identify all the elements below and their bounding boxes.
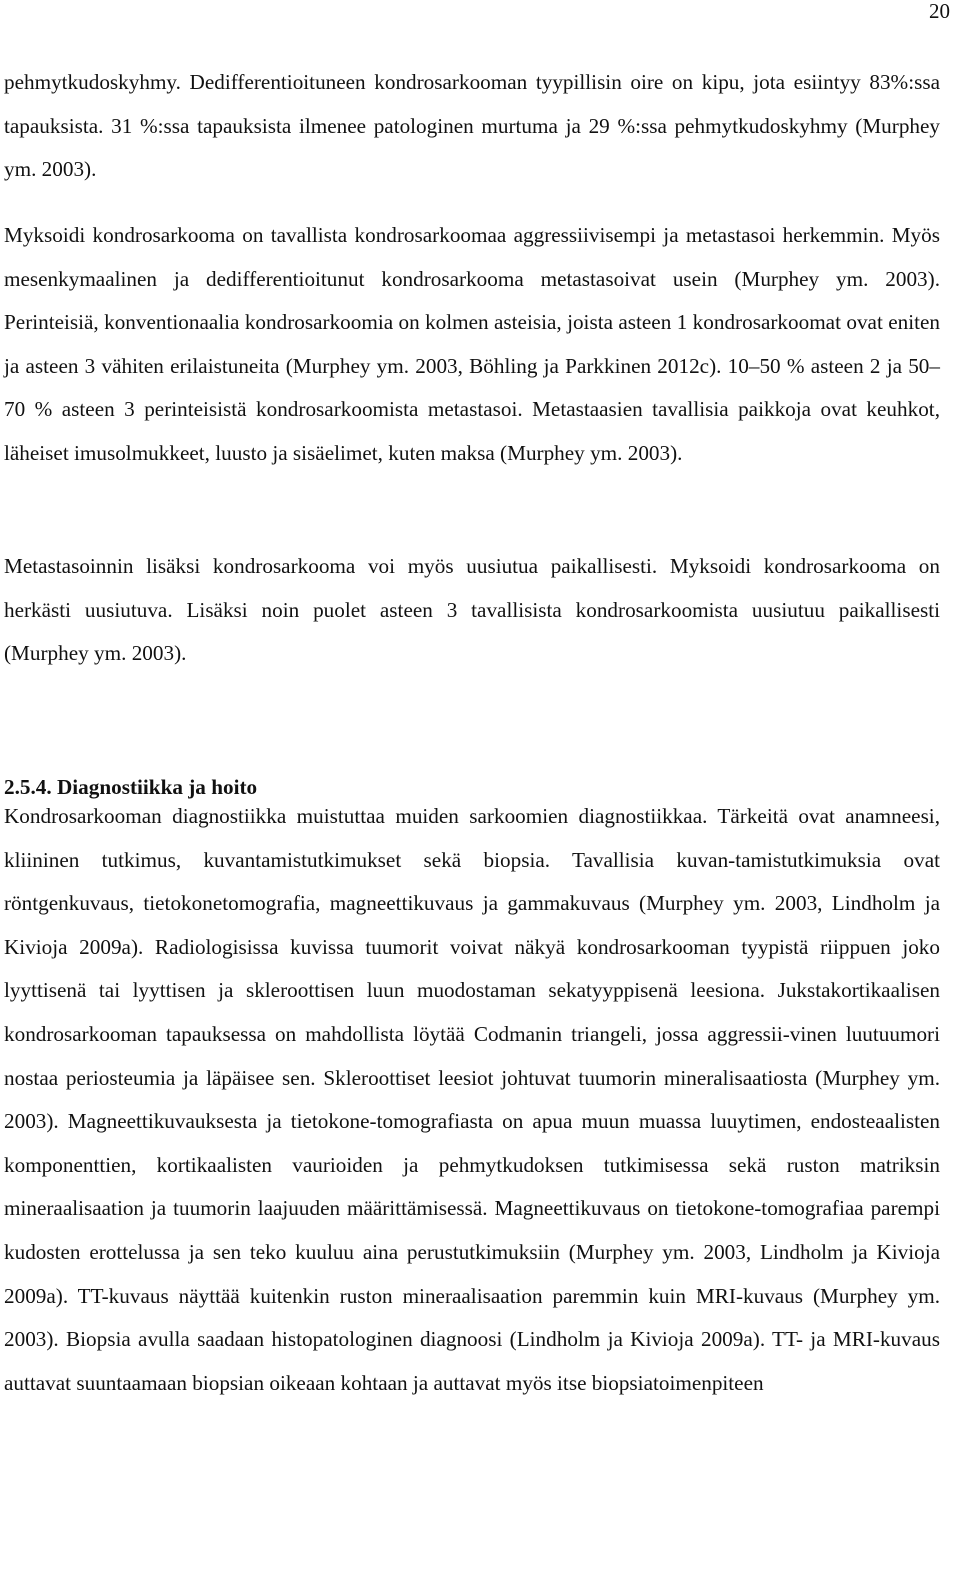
section-number: 2.5.4. <box>4 775 52 799</box>
paragraph-text: Myksoidi kondrosarkooma on tavallista kondrosarkoomaa aggressiivisempi ja metastasoi herkemmin. Myös mesenkymaalinen ja dedifferentioitunut kondrosarkooma metastasoivat usein (Murphey ym. 2003). Perinteisiä, konventionaalia kondrosarkoomia on kolmen asteisia, joista asteen 1 kondrosarkoomat ovat eniten ja asteen 3 vähiten erilaistuneita (Murphey ym. 2003, Böhling ja Parkkinen 2012c). 10–50 % asteen 2 ja 50–70 % asteen 3 perinteisistä kondrosarkoomista metastasoi. Metastaasien tavallisia paikkoja ovat keuhkot, läheiset imusolmukkeet, luusto ja sisäelimet, kuten maksa (Murphey ym. 2003). <box>4 223 940 465</box>
paragraph-recurrence <box>4 545 940 676</box>
paragraph-text: pehmytkudoskyhmy. Dedifferentioituneen kondrosarkooman tyypillisin oire on kipu, jota esiintyy 83%:ssa tapauksista. 31 %:ssa tapauksista ilmenee patologinen murtuma ja 29 %:ssa pehmytkudoskyhmy (Murphey ym. 2003). <box>4 70 940 182</box>
paragraph-symptoms <box>4 61 940 192</box>
paragraph-diagnostics <box>4 795 940 1405</box>
section-title: Diagnostiikka ja hoito <box>56 775 258 799</box>
page-number: 20 <box>929 0 950 23</box>
paragraph-text: Kondrosarkooman diagnostiikka muistuttaa muiden sarkoomien diagnostiikkaa. Tärkeitä ovat anamneesi, kliininen tutkimus, kuvantamistutkimukset sekä biopsia. Tavallisia kuvan-tamistutkimuksia ovat röntgenkuvaus, tietokonetomografia, magneettikuvaus ja gammakuvaus (Murphey ym. 2003, Lindholm ja Kivioja 2009a). Radiologisissa kuvissa tuumorit voivat näkyä kondrosarkooman tyypistä riippuen joko lyyttisenä tai lyyttisen ja skleroottisen luun muodostaman sekatyyppisenä leesiona. Jukstakortikaalisen kondrosarkooman tapauksessa on mahdollista löytää Codmanin triangeli, jossa aggressii-vinen luutuumori nostaa periosteumia ja läpäisee sen. Skleroottiset leesiot johtuvat tuumorin mineralisaatiosta (Murphey ym. 2003). Magneettikuvauksesta ja tietokone-tomografiasta on apua muun muassa luuytimen, endosteaalisten komponenttien, kortikaalisten vaurioiden ja pehmytkudoksen tutkimisessa sekä ruston matriksin mineraalisaation ja tuumorin laajuuden määrittämisessä. Magneettikuvaus on tietokone-tomografiaa parempi kudosten erottelussa ja sen teko kuuluu aina perustutkimuksiin (Murphey ym. 2003, Lindholm ja Kivioja 2009a). TT-kuvaus näyttää kuitenkin ruston mineraalisaation paremmin kuin MRI-kuvaus (Murphey ym. 2003). Biopsia avulla saadaan histopatologinen diagnoosi (Lindholm ja Kivioja 2009a). TT- ja MRI-kuvaus auttavat suuntaamaan biopsian oikeaan kohtaan ja auttavat myös itse biopsiatoimenpiteen <box>4 804 940 1395</box>
paragraph-text: Metastasoinnin lisäksi kondrosarkooma voi myös uusiutua paikallisesti. Myksoidi kondrosarkooma on herkästi uusiutuva. Lisäksi noin puolet asteen 3 tavallisista kondrosarkoomista uusiutuu paikallisesti (Murphey ym. 2003). <box>4 554 940 666</box>
paragraph-metastasis <box>4 214 940 476</box>
